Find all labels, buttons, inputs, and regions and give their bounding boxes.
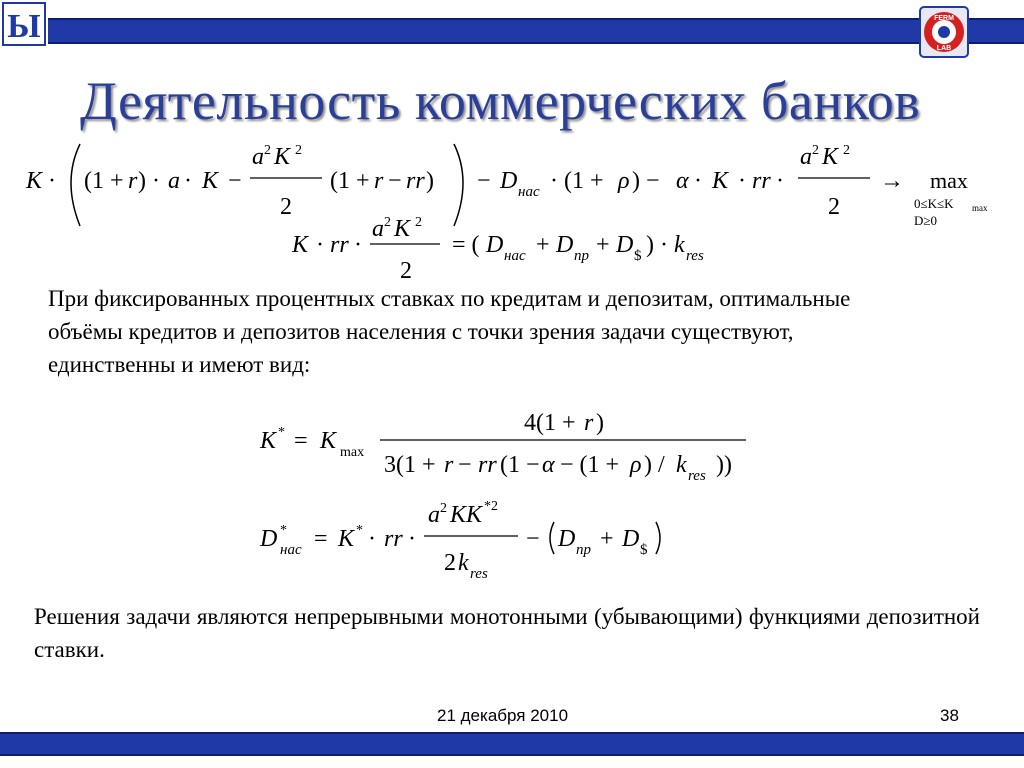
svg-text:rr: rr: [406, 168, 425, 194]
svg-text:·: ·: [184, 168, 192, 194]
svg-text:−: −: [228, 168, 242, 194]
svg-text:2: 2: [440, 501, 447, 516]
svg-text:+: +: [536, 232, 550, 258]
paragraph-conditions: При фиксированных процентных ставках по кредитам и депозитам, оптимальные объёмы кредитов и депозитов населения с точки зрения задачи существуют, единственны и имеют вид:: [48, 286, 851, 377]
paragraph-conclusion: Решения задачи являются непрерывными монотонными (убывающими) функциями депозитной ставки.: [34, 604, 980, 662]
svg-text:Ы: Ы: [7, 8, 41, 45]
svg-text:K: K: [26, 168, 43, 194]
svg-text:·: ·: [316, 232, 324, 258]
d-optimal-formula: [258, 492, 688, 584]
svg-text:K: K: [292, 232, 309, 258]
svg-text:K: K: [320, 428, 337, 454]
svg-text:2: 2: [812, 143, 819, 158]
svg-text:k: k: [676, 452, 687, 478]
svg-text:нас: нас: [504, 248, 526, 264]
svg-text:$: $: [640, 542, 648, 558]
svg-text:*: *: [278, 425, 285, 440]
svg-text:(1 −: (1 −: [500, 452, 540, 478]
svg-text:2: 2: [295, 143, 302, 158]
svg-text:2: 2: [415, 215, 422, 230]
svg-text:=: =: [314, 526, 328, 552]
svg-text:)): )): [716, 452, 732, 478]
svg-text:res: res: [686, 248, 704, 264]
svg-text:D: D: [500, 168, 518, 194]
svg-text:) ·: ) ·: [646, 232, 668, 258]
svg-text:$: $: [634, 248, 642, 264]
svg-text:k: k: [674, 232, 685, 258]
svg-text:) /: ) /: [644, 452, 665, 478]
svg-text:K: K: [274, 144, 291, 170]
svg-text:·: ·: [368, 526, 376, 552]
svg-text:) ·: ) ·: [138, 168, 160, 194]
footer-date: 21 декабря 2010: [437, 706, 569, 725]
page-number: 38: [940, 706, 959, 725]
svg-text:*: *: [356, 523, 363, 538]
svg-text:a: a: [428, 502, 440, 528]
svg-text:K: K: [394, 216, 411, 242]
svg-text:→: →: [880, 168, 904, 194]
svg-text:2: 2: [384, 215, 391, 230]
svg-text:α: α: [676, 168, 689, 194]
svg-text:+: +: [596, 232, 610, 258]
svg-text:D: D: [616, 232, 634, 258]
svg-text:K: K: [822, 144, 839, 170]
svg-text:D: D: [556, 232, 574, 258]
svg-text:нас: нас: [518, 184, 540, 200]
svg-text:·: ·: [776, 168, 784, 194]
svg-text:*: *: [280, 523, 287, 538]
svg-text:α: α: [542, 452, 555, 478]
svg-text:r: r: [374, 168, 384, 194]
constraint-k-sub: max: [972, 203, 988, 213]
svg-text:r: r: [444, 452, 454, 478]
constraint-k: 0≤K≤K: [914, 196, 954, 211]
svg-text:(1 +: (1 +: [330, 168, 370, 194]
objective-max: max: [930, 168, 968, 193]
svg-text:): ): [426, 168, 434, 194]
svg-text:4(1 +: 4(1 +: [524, 410, 576, 436]
svg-text:a: a: [168, 168, 180, 194]
svg-text:rr: rr: [478, 452, 497, 478]
svg-text:res: res: [470, 566, 488, 582]
svg-text:·: ·: [738, 168, 746, 194]
fermlab-logo-text: FERM: [934, 15, 954, 22]
svg-text:rr: rr: [384, 526, 403, 552]
svg-text:− (1 +: − (1 +: [560, 452, 620, 478]
svg-text:пр: пр: [576, 542, 591, 558]
svg-text:−: −: [458, 452, 472, 478]
footer-bar: [0, 732, 1024, 756]
svg-text:2: 2: [400, 258, 412, 284]
svg-text:rr: rr: [330, 232, 349, 258]
svg-text:K: K: [202, 168, 219, 194]
svg-text:−: −: [477, 168, 491, 194]
hse-logo-icon: [0, 0, 48, 48]
svg-text:2: 2: [828, 194, 840, 220]
svg-text:r: r: [128, 168, 138, 194]
svg-text:·: ·: [48, 168, 56, 194]
fermlab-logo-icon: [919, 6, 969, 58]
svg-text:D: D: [622, 526, 640, 552]
svg-text:KK: KK: [450, 502, 483, 528]
svg-text:*2: *2: [484, 499, 498, 514]
svg-text:пр: пр: [574, 248, 589, 264]
constraint-d: D≥0: [914, 213, 938, 228]
svg-text:ρ: ρ: [630, 452, 642, 478]
svg-text:max: max: [340, 445, 365, 460]
svg-text:): ): [596, 410, 604, 436]
k-optimal-formula: [258, 404, 758, 484]
svg-text:(1 +: (1 +: [84, 168, 124, 194]
svg-text:= (: = (: [452, 232, 480, 258]
svg-text:2: 2: [843, 143, 850, 158]
svg-text:rr: rr: [752, 168, 771, 194]
svg-text:K: K: [712, 168, 729, 194]
svg-text:3(1 +: 3(1 +: [384, 452, 436, 478]
svg-text:a: a: [372, 216, 384, 242]
svg-text:D: D: [558, 526, 576, 552]
svg-text:·: ·: [694, 168, 702, 194]
svg-text:a: a: [800, 144, 812, 170]
svg-text:K: K: [260, 428, 277, 454]
svg-text:2: 2: [444, 550, 456, 576]
svg-text:·: ·: [354, 232, 362, 258]
svg-text:K: K: [338, 526, 355, 552]
svg-text:нас: нас: [280, 542, 302, 558]
svg-text:D: D: [260, 526, 278, 552]
svg-text:a: a: [252, 144, 264, 170]
svg-text:D: D: [486, 232, 504, 258]
svg-text:2: 2: [280, 194, 292, 220]
svg-text:k: k: [458, 550, 469, 576]
svg-text:−: −: [526, 526, 540, 552]
svg-text:LAB: LAB: [936, 45, 952, 52]
svg-text:2: 2: [264, 143, 271, 158]
svg-text:=: =: [294, 428, 308, 454]
svg-text:·: ·: [408, 526, 416, 552]
svg-text:) −: ) −: [632, 168, 660, 194]
svg-text:r: r: [584, 410, 594, 436]
svg-text:res: res: [688, 468, 706, 484]
slide-title: Деятельность коммерческих банков: [80, 71, 921, 131]
constraint-formula: [290, 212, 730, 284]
svg-text:−: −: [388, 168, 402, 194]
svg-text:ρ: ρ: [618, 168, 630, 194]
header-bar: [0, 18, 1024, 44]
svg-text:+: +: [600, 526, 614, 552]
svg-text:· (1 +: · (1 +: [550, 168, 604, 194]
